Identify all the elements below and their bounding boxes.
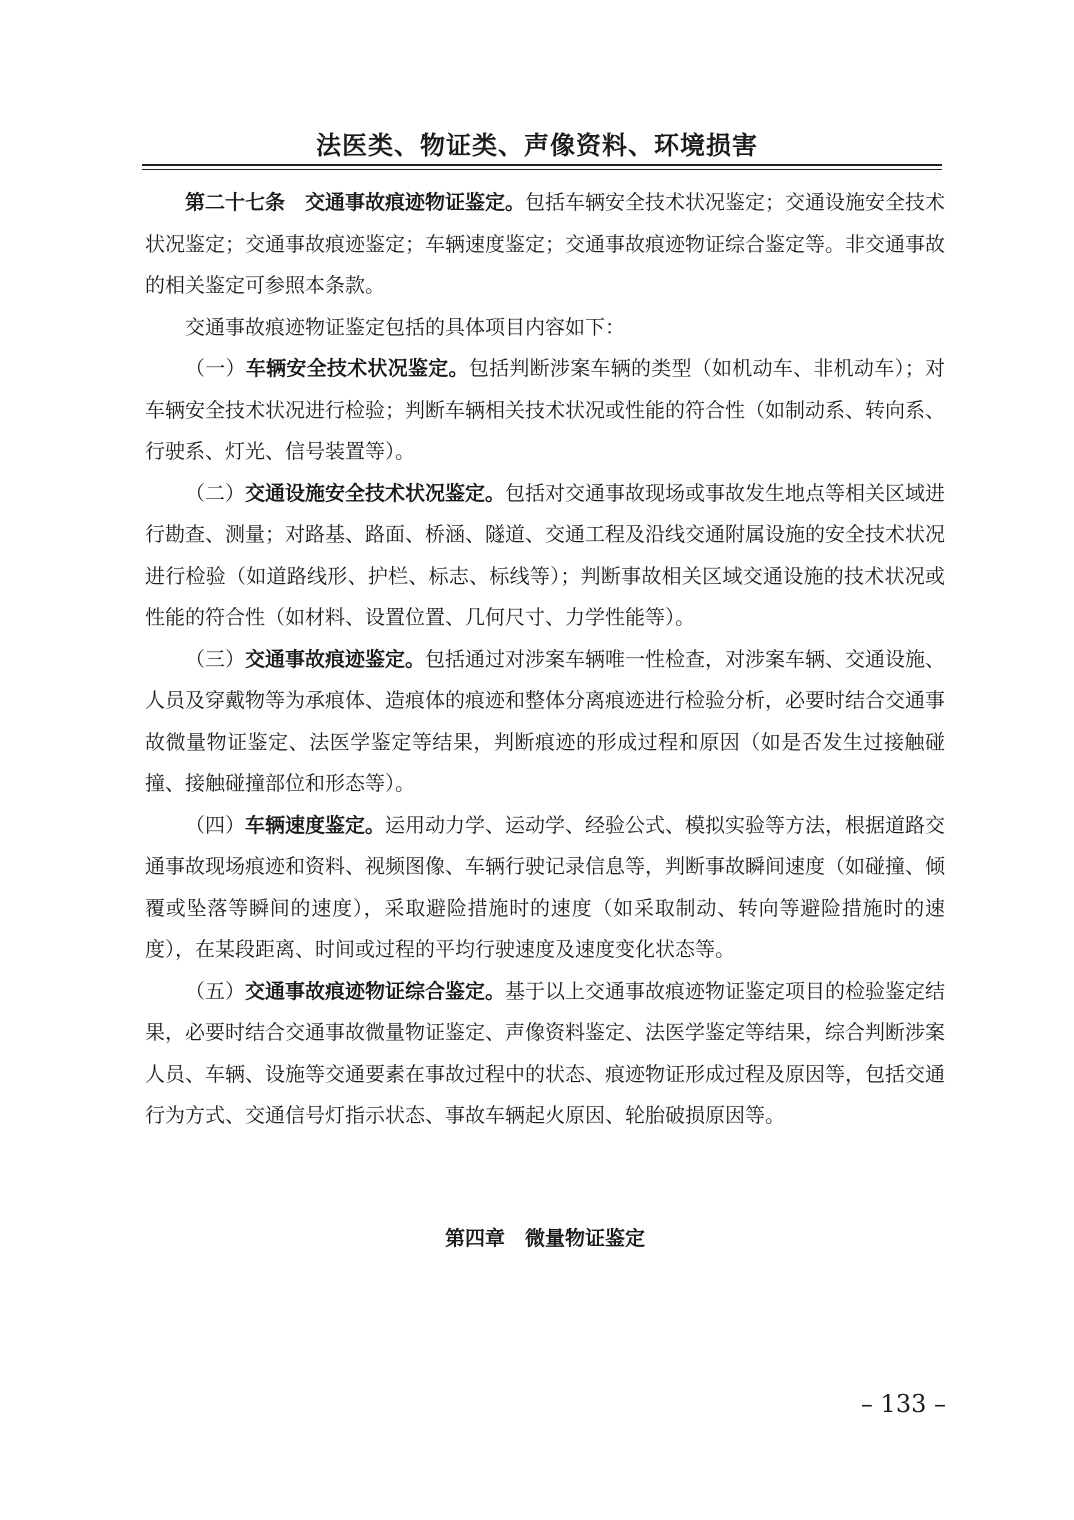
item-prefix: （二） [185, 480, 245, 505]
header-rule-thin [142, 169, 942, 170]
item-paragraph [145, 473, 945, 639]
item-text: 运用动力学、运动学、经验公式、模拟实验等方法，根据道路交通事故现场痕迹和资料、视频图像、车辆行驶记录信息等，判断事故瞬间速度（如碰撞、倾覆或坠落等瞬间的速度），采取避险措施时的速度（如采取制动、转向等避险措施时的速度），在某段距离、时间或过程的平均行驶速度及速度变化状态等。 [145, 812, 945, 961]
item-paragraph [145, 639, 945, 805]
item-title: 交通事故痕迹鉴定。 [245, 646, 425, 671]
item-prefix: （四） [185, 812, 245, 837]
page-number: – 133 – [860, 1390, 946, 1418]
item-text: 包括通过对涉案车辆唯一性检查，对涉案车辆、交通设施、人员及穿戴物等为承痕体、造痕体的痕迹和整体分离痕迹进行检验分析，必要时结合交通事故微量物证鉴定、法医学鉴定等结果，判断痕迹的形成过程和原因（如是否发生过接触碰撞、接触碰撞部位和形态等）。 [145, 646, 945, 795]
chapter-heading: 第四章 微量物证鉴定 [445, 1226, 645, 1250]
item-text: 基于以上交通事故痕迹物证鉴定项目的检验鉴定结果，必要时结合交通事故微量物证鉴定、声像资料鉴定、法医学鉴定等结果，综合判断涉案人员、车辆、设施等交通要素在事故过程中的状态、痕迹物证形成过程及原因等，包括交通行为方式、交通信号灯指示状态、事故车辆起火原因、轮胎破损原因等。 [145, 978, 945, 1127]
running-header: 法医类、物证类、声像资料、环境损害 [315, 131, 758, 160]
item-paragraph [145, 348, 945, 473]
item-paragraph [145, 971, 945, 1137]
article-lead: 交通事故痕迹物证鉴定包括的具体项目内容如下： [185, 314, 625, 339]
item-paragraph [145, 805, 945, 971]
item-text: 包括对交通事故现场或事故发生地点等相关区域进行勘查、测量；对路基、路面、桥涵、隧道、交通工程及沿线交通附属设施的安全技术状况进行检验（如道路线形、护栏、标志、标线等）；判断事故相关区域交通设施的技术状况或性能的符合性（如材料、设置位置、几何尺寸、力学性能等）。 [145, 480, 945, 629]
article-body [145, 182, 945, 1137]
item-title: 车辆安全技术状况鉴定。 [245, 356, 469, 380]
item-text: 包括判断涉案车辆的类型（如机动车、非机动车）；对车辆安全技术状况进行检验；判断车辆相关技术状况或性能的符合性（如制动系、转向系、行驶系、灯光、信号装置等）。 [145, 356, 946, 463]
header-rule [142, 164, 942, 166]
item-prefix: （五） [185, 978, 245, 1003]
article-heading: 第二十七条 交通事故痕迹物证鉴定。 [185, 190, 525, 214]
item-prefix: （三） [185, 646, 245, 671]
article-intro: 包括车辆安全技术状况鉴定；交通设施安全技术状况鉴定；交通事故痕迹鉴定；车辆速度鉴定；交通事故痕迹物证综合鉴定等。非交通事故的相关鉴定可参照本条款。 [145, 190, 945, 297]
item-prefix: （一） [185, 356, 246, 380]
item-title: 交通事故痕迹物证综合鉴定。 [245, 978, 505, 1003]
item-title: 车辆速度鉴定。 [245, 812, 385, 837]
item-title: 交通设施安全技术状况鉴定。 [245, 480, 505, 505]
article-paragraph [145, 182, 945, 307]
